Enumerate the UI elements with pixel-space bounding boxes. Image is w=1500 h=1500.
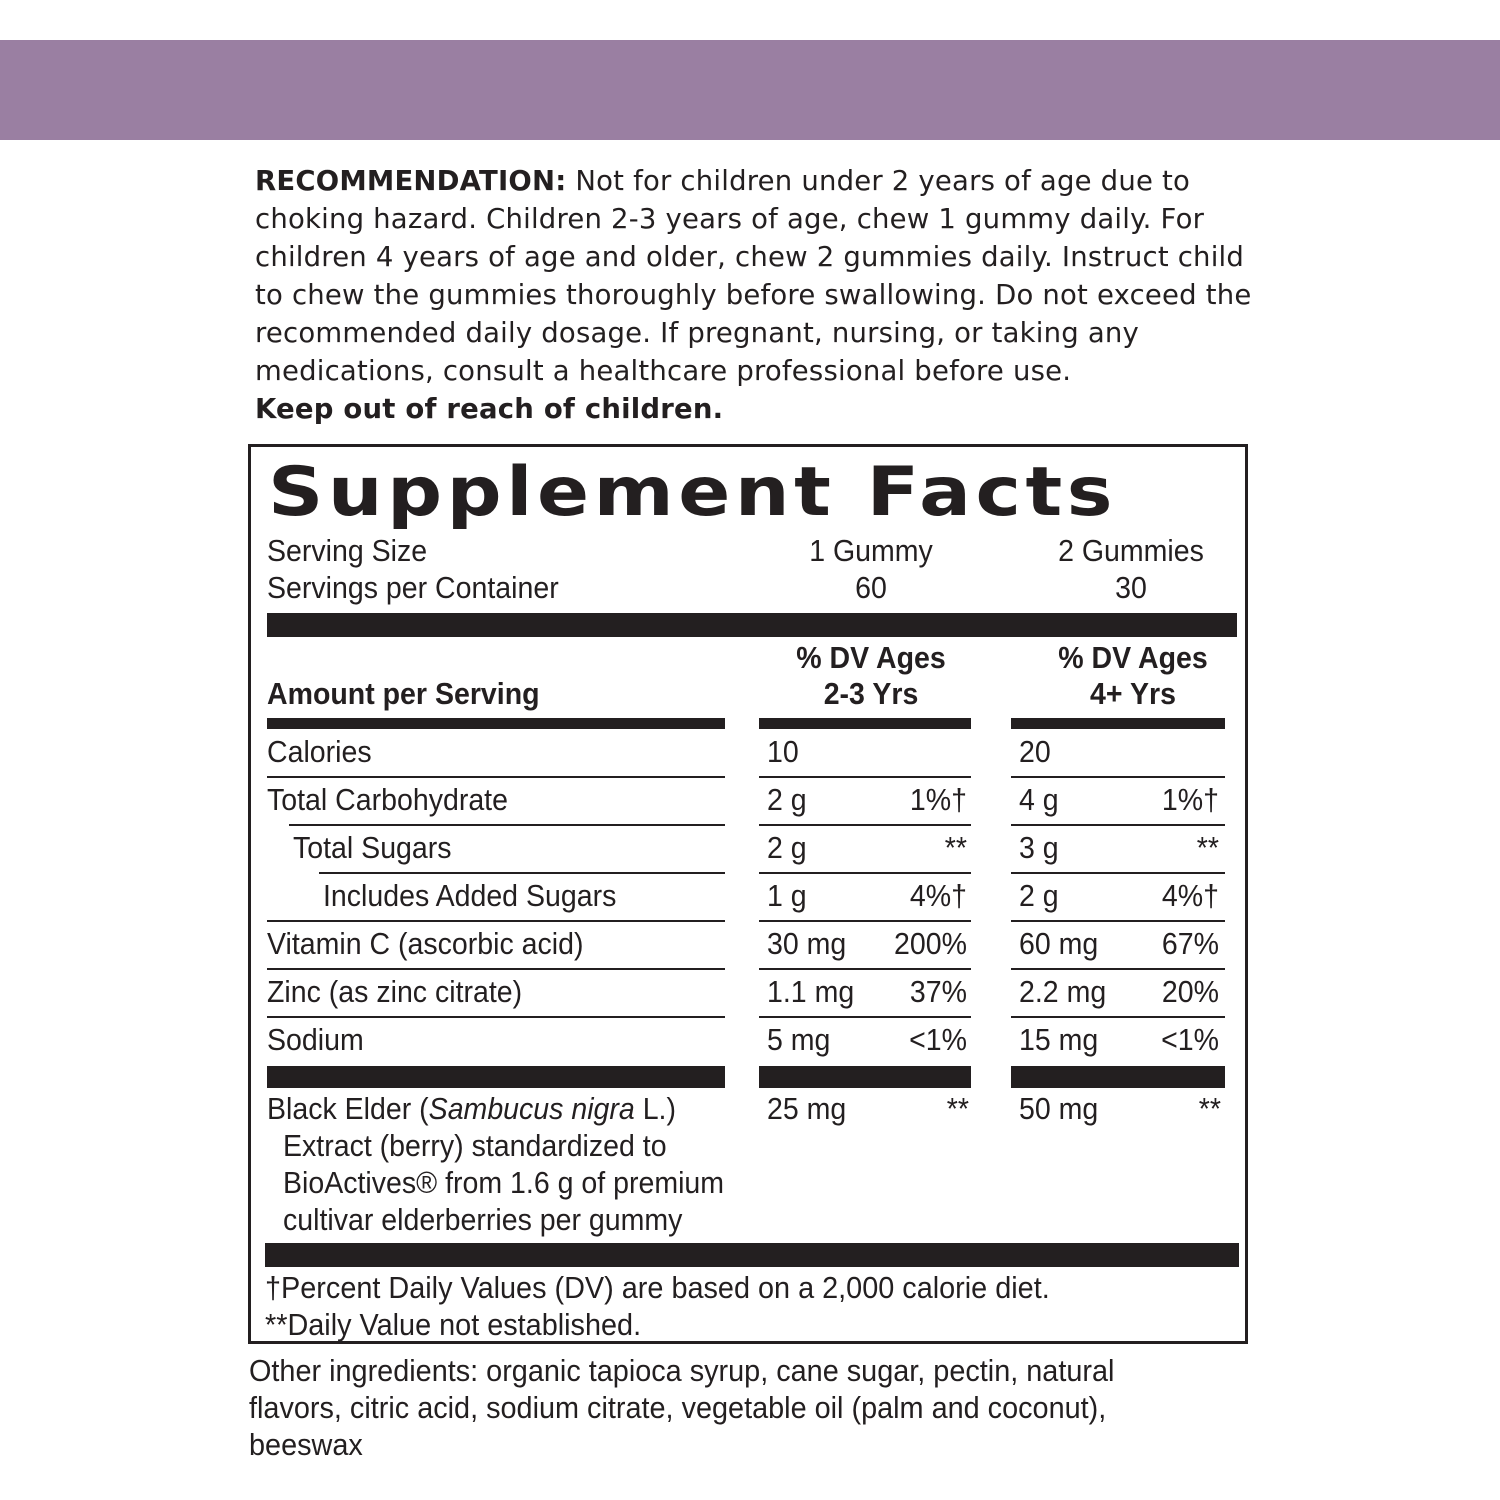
recommendation-paragraph [255, 162, 1265, 428]
nutrient-amount-col1: 1 g [767, 878, 807, 913]
row-separator [759, 776, 971, 778]
nutrient-amount-col1: 10 [767, 734, 799, 769]
row-separator [267, 920, 725, 922]
nutrient-amount-col1: 2 g [767, 782, 807, 817]
elder-dv-col2: ** [1198, 1091, 1221, 1126]
elder-amount-col1: 25 mg [767, 1091, 847, 1126]
dv-header-col1-line1: % DV Ages [796, 640, 946, 675]
divider-col2 [1011, 1066, 1225, 1088]
row-separator [759, 920, 971, 922]
row-separator [1011, 824, 1225, 826]
thick-divider [267, 613, 1237, 637]
nutrient-name: Total Sugars [293, 830, 452, 865]
row-separator [1011, 920, 1225, 922]
elder-dv-col1: ** [946, 1091, 969, 1126]
header-rule-col1 [759, 718, 971, 729]
elder-line3: BioActives® from 1.6 g of premium [283, 1165, 725, 1200]
nutrient-name: Total Carbohydrate [267, 782, 508, 817]
serving-size-col2: 2 Gummies [1058, 533, 1204, 568]
nutrient-name: Vitamin C (ascorbic acid) [267, 926, 584, 961]
nutrient-dv-col2: ** [1196, 830, 1219, 865]
recommendation-text: Not for children under 2 years of age due to choking hazard. Children 2-3 years of age, chew 1 gummy daily. For children 4 years of age and older, chew 2 gummies daily. Instruct child to chew the gummies thoroughly before swallowing. Do not exceed the recommended daily dosage. If pregnant, nursing, or taking any medications, consult a healthcare professional before use. [255, 165, 1252, 387]
nutrient-dv-col1: 37% [909, 974, 967, 1009]
nutrient-amount-col2: 15 mg [1019, 1022, 1099, 1057]
row-separator [1011, 872, 1225, 874]
nutrient-amount-col1: 30 mg [767, 926, 847, 961]
nutrient-amount-col1: 5 mg [767, 1022, 831, 1057]
footnote-not-established: **Daily Value not established. [265, 1307, 642, 1342]
nutrient-amount-col2: 2.2 mg [1019, 974, 1107, 1009]
row-separator [267, 1016, 725, 1018]
row-separator [1011, 776, 1225, 778]
nutrient-name: Calories [267, 734, 372, 769]
row-separator [289, 824, 725, 826]
row-separator [1011, 1016, 1225, 1018]
dv-header-col2-line2: 4+ Yrs [1090, 676, 1176, 711]
row-separator [267, 776, 725, 778]
nutrient-dv-col1: 1%† [909, 782, 967, 817]
nutrient-dv-col1: 4%† [909, 878, 967, 913]
nutrient-dv-col2: 4%† [1161, 878, 1219, 913]
nutrient-dv-col2: 67% [1161, 926, 1219, 961]
elder-line4: cultivar elderberries per gummy [283, 1202, 683, 1237]
nutrient-dv-col1: <1% [909, 1022, 967, 1057]
servings-col1: 60 [855, 570, 887, 605]
nutrient-dv-col1: 200% [894, 926, 967, 961]
dv-header-col1-line2: 2-3 Yrs [823, 676, 919, 711]
nutrient-name: Includes Added Sugars [323, 878, 617, 913]
row-separator [759, 872, 971, 874]
footnote-divider [265, 1243, 1239, 1267]
nutrient-amount-col2: 2 g [1019, 878, 1059, 913]
nutrient-amount-col1: 2 g [767, 830, 807, 865]
supplement-facts-title: Supplement Facts [268, 453, 1118, 532]
row-separator [759, 824, 971, 826]
nutrient-amount-col2: 20 [1019, 734, 1051, 769]
dv-header-col2-line1: % DV Ages [1058, 640, 1208, 675]
recommendation-label: RECOMMENDATION: [255, 165, 567, 197]
divider-name-col [267, 1066, 725, 1088]
row-separator [267, 968, 725, 970]
other-ingredients: Other ingredients: organic tapioca syrup, cane sugar, pectin, natural flavors, citric acid, sodium citrate, vegetable oil (palm and coconut), beeswax [249, 1353, 1115, 1462]
header-rule-name [267, 718, 725, 729]
divider-col1 [759, 1066, 971, 1088]
keep-out-of-reach-warning: Keep out of reach of children. [255, 393, 724, 425]
servings-per-container-label: Servings per Container [267, 570, 559, 605]
nutrient-name: Zinc (as zinc citrate) [267, 974, 523, 1009]
elder-amount-col2: 50 mg [1019, 1091, 1099, 1126]
serving-size-label: Serving Size [267, 533, 428, 568]
nutrient-dv-col2: 1%† [1161, 782, 1219, 817]
header-rule-col2 [1011, 718, 1225, 729]
footnote-dv: †Percent Daily Values (DV) are based on a 2,000 calorie diet. [265, 1270, 1050, 1305]
serving-size-col1: 1 Gummy [809, 533, 933, 568]
elder-line2: Extract (berry) standardized to [283, 1128, 667, 1163]
nutrient-dv-col1: ** [944, 830, 967, 865]
elder-line1: Black Elder (Sambucus nigra L.) [267, 1091, 676, 1126]
supplement-facts-panel [248, 444, 1248, 1344]
nutrient-dv-col2: 20% [1161, 974, 1219, 1009]
row-separator [759, 1016, 971, 1018]
amount-per-serving-label: Amount per Serving [267, 676, 540, 711]
nutrient-amount-col1: 1.1 mg [767, 974, 855, 1009]
nutrient-amount-col2: 60 mg [1019, 926, 1099, 961]
header-color-band [0, 40, 1500, 140]
row-separator [1011, 968, 1225, 970]
nutrient-name: Sodium [267, 1022, 364, 1057]
nutrient-amount-col2: 4 g [1019, 782, 1059, 817]
servings-col2: 30 [1115, 570, 1147, 605]
row-separator [759, 968, 971, 970]
nutrient-amount-col2: 3 g [1019, 830, 1059, 865]
row-separator [319, 872, 725, 874]
nutrient-dv-col2: <1% [1161, 1022, 1219, 1057]
